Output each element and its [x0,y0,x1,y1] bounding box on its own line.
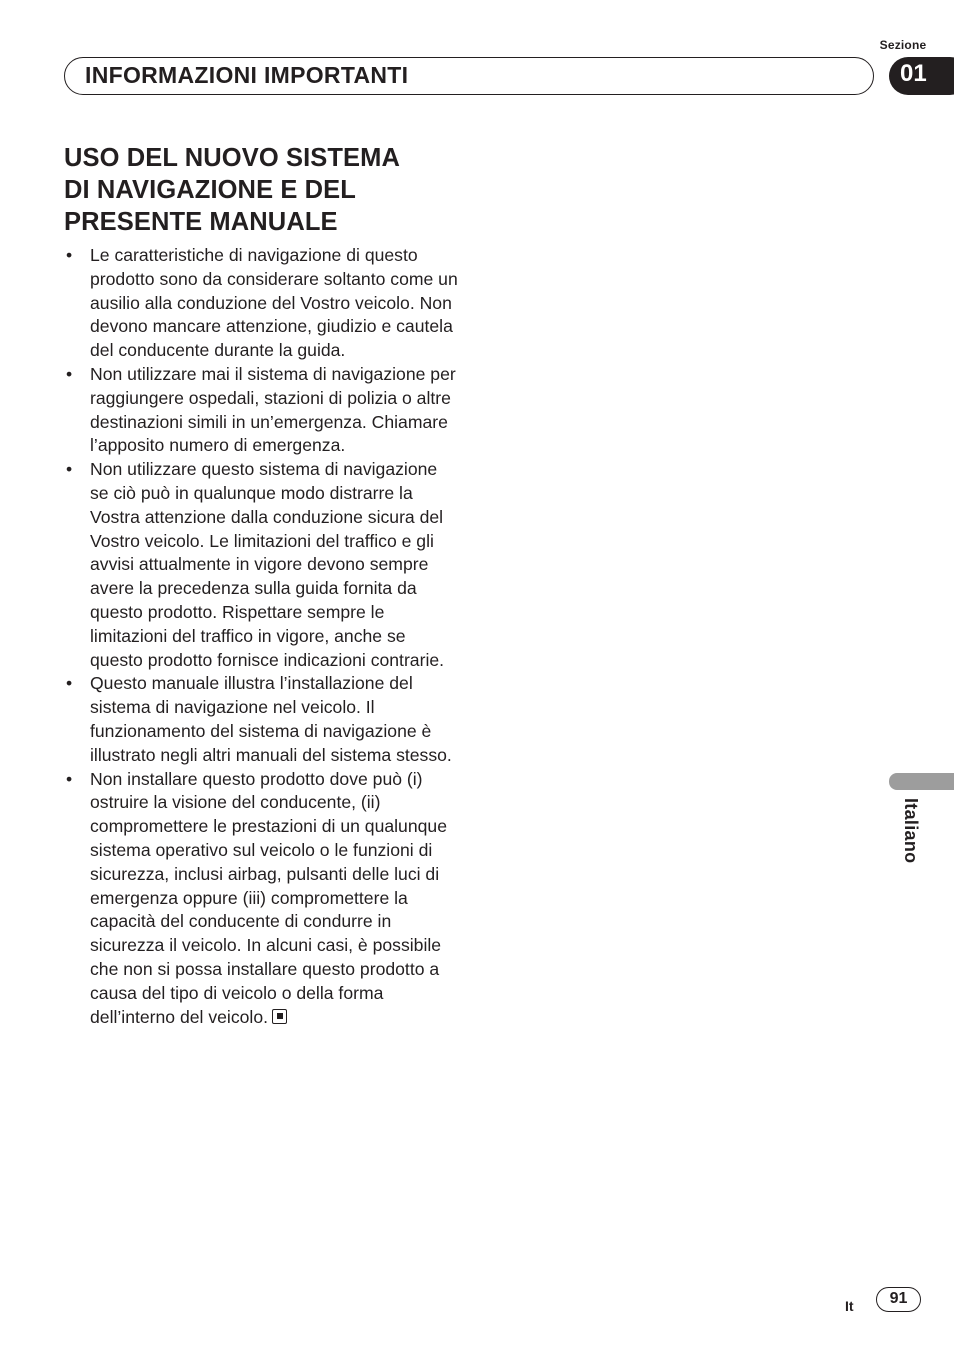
list-item-text: Le caratteristiche di navigazione di questo prodotto sono da considerare soltanto come un ausilio alla conduzione del Vostro veicolo. Non devono mancare attenzione, giudizio e cautela del conducente durante la guida. [90,245,458,361]
list-item [64,768,459,1030]
bullet-icon: • [66,363,73,384]
list-item-text: Questo manuale illustra l’installazione del sistema di navigazione nel veicolo. Il funzionamento del sistema di navigazione è illustrato negli altri manuali del sistema stesso. [90,673,452,765]
bullet-icon: • [66,673,73,694]
page-number: 91 [876,1287,921,1312]
language-tab-label: Italiano [901,798,921,864]
heading-line-2: DI NAVIGAZIONE E DEL [64,176,356,204]
list-item-text: Non utilizzare mai il sistema di navigazione per raggiungere ospedali, stazioni di polizia o altre destinazioni simili in un’emergenza. Chiamare l’apposito numero di emergenza. [90,363,456,456]
bullet-list [64,244,459,1029]
bullet-icon: • [66,459,73,480]
section-label: Sezione [879,38,927,52]
heading-line-1: USO DEL NUOVO SISTEMA [64,144,401,172]
list-item-text: Non installare questo prodotto dove può (i) ostruire la visione del conducente, (ii) compromettere le prestazioni di un qualunque sistema operativo sul veicolo o le funzioni di sicurezza, inclusi airbag, pulsanti delle luci di emergenza oppure (iii) compromettere la capacità del conducente di condurre in sicurezza il veicolo. In alcuni casi, è possibile che non si possa installare questo prodotto a causa del tipo di veicolo o della forma dell’interno del veicolo. [90,768,447,1027]
list-item-text: Non utilizzare questo sistema di navigazione se ciò può in qualunque modo distrarre la Vostra attenzione dalla conduzione sicura del Vostro veicolo. Le limitazioni del traffico e gli avvisi attualmente in vigore devono sempre avere la precedenza sulla guida fornita da questo prodotto. Rispettare sempre le limitazioni del traffico in vigore, anche se questo prodotto fornisce indicazioni contrarie. [90,459,445,670]
list-item [64,458,459,672]
end-of-section-icon [272,1009,287,1024]
heading-line-3: PRESENTE MANUALE [64,208,338,236]
list-item [64,672,459,767]
bullet-icon: • [66,245,73,265]
chapter-header-bar [64,57,874,95]
language-code: It [845,1298,854,1314]
list-item [64,363,459,458]
bullet-icon: • [66,768,73,789]
page-heading [64,142,484,238]
language-tab-marker [889,773,954,790]
chapter-title: INFORMAZIONI IMPORTANTI [85,62,409,88]
section-number-badge: 01 [889,57,954,95]
list-item [64,244,459,363]
